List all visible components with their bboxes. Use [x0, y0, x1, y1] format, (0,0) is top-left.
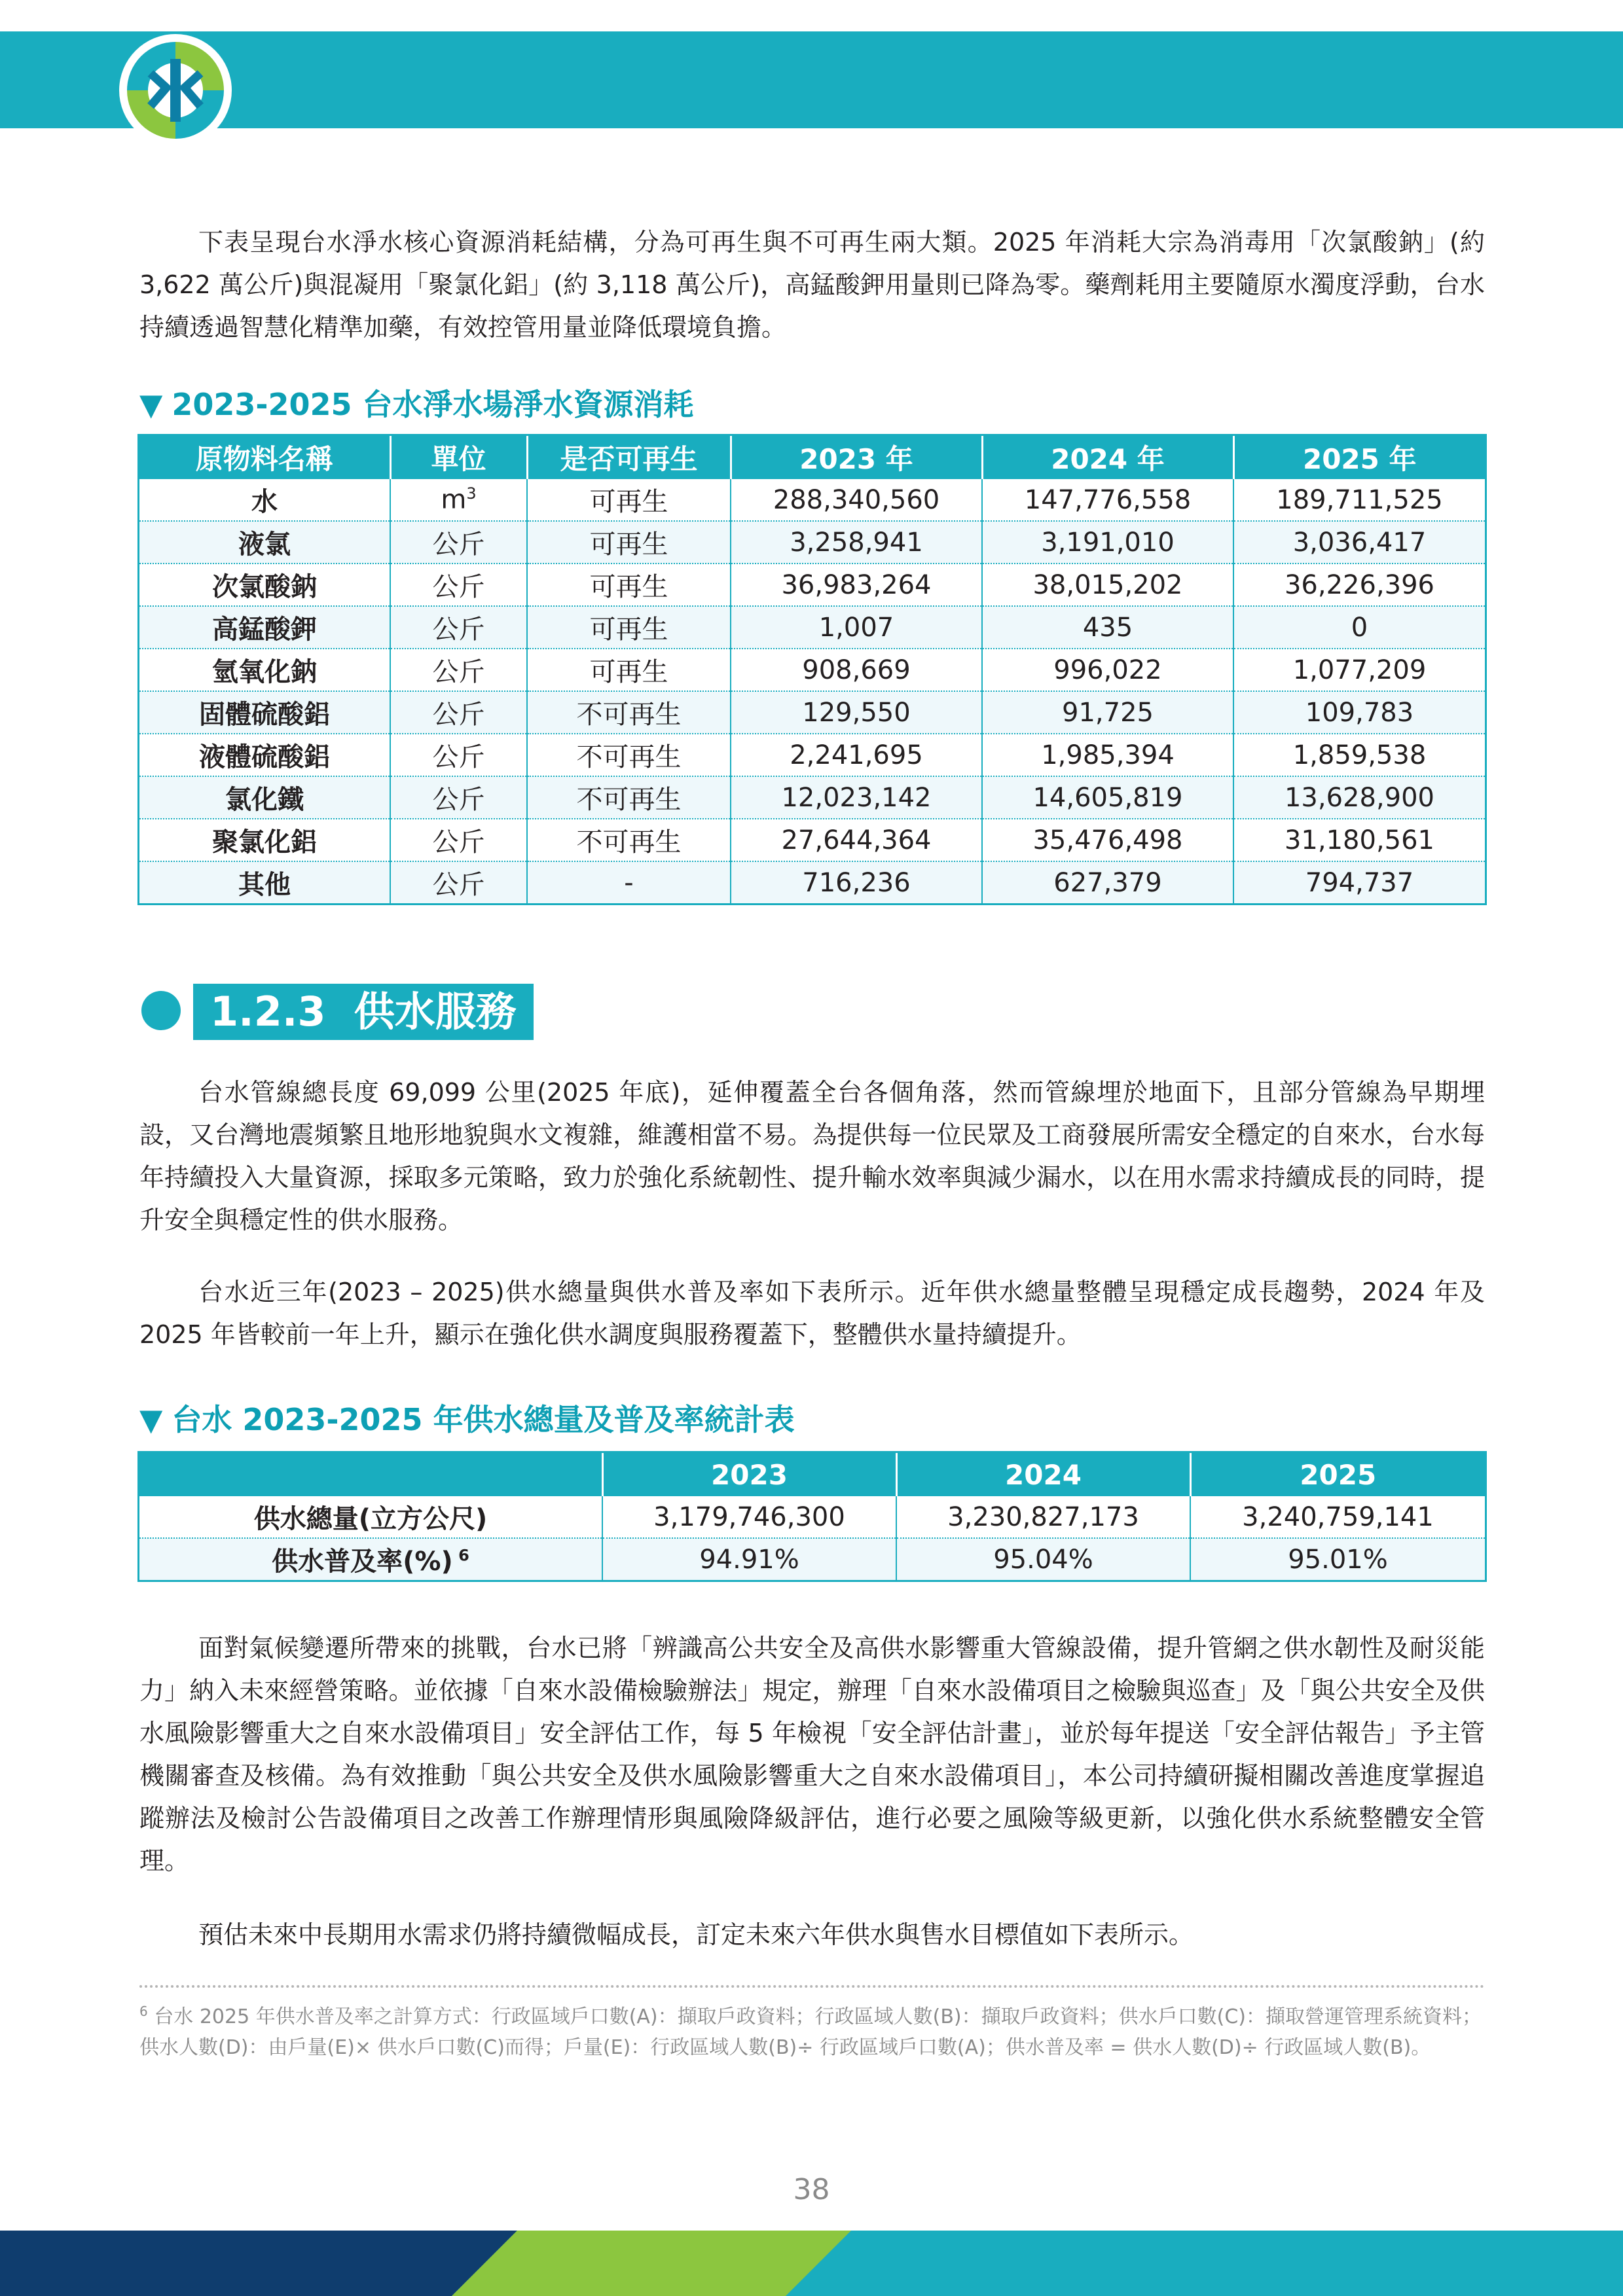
- value-cell-y2023: 3,258,941: [731, 521, 982, 564]
- section-paragraph-2: 台水近三年(2023 – 2025)供水總量與供水普及率如下表所示。近年供水總量整體呈現穩定成長趨勢，2024 年及 2025 年皆較前一年上升，顯示在強化供水調度與服務覆蓋下，整體供水量持續提升。: [139, 1278, 1485, 1349]
- table-row: [139, 1538, 1485, 1580]
- unit-text: 公斤: [432, 615, 485, 645]
- table2-header-cell: 2025: [1190, 1453, 1485, 1496]
- table1-header-cell: 是否可再生: [527, 436, 731, 479]
- table2-title: ▼ 台水 2023-2025 年供水總量及普及率統計表: [139, 1402, 795, 1437]
- value-cell-y2023: 3,179,746,300: [602, 1496, 896, 1538]
- value-cell-y2024: 95.04%: [896, 1538, 1190, 1580]
- table-row: [139, 861, 1485, 903]
- unit-text: 公斤: [432, 827, 485, 857]
- renewable-cell: 可再生: [527, 606, 731, 649]
- value-cell-y2025: 3,036,417: [1233, 521, 1485, 564]
- row-label-cell: [139, 1538, 602, 1580]
- table-row: [139, 564, 1485, 606]
- value-cell-y2024: 14,605,819: [982, 776, 1233, 819]
- table1-header-cell: 2025 年: [1233, 436, 1485, 479]
- material-name-cell: 液體硫酸鋁: [139, 734, 390, 776]
- section-paragraph-3: 面對氣候變遷所帶來的挑戰，台水已將「辨識高公共安全及高供水影響重大管線設備，提升管網之供水韌性及耐災能力」納入未來經營策略。並依據「自來水設備檢驗辦法」規定，辦理「自來水設備項目之檢驗與巡查」及「與公共安全及供水風險影響重大之自來水設備項目」安全評估工作，每 5 年檢視「安全評估計畫」，並於每年提送「安全評估報告」予主管機關審查及核備。為有效推動「與公共安全及供水風險影響重大之自來水設備項目」，本公司持續研擬相關改善進度掌握追蹤辦法及檢討公告設備項目之改善工作辦理情形與風險降級評估，進行必要之風險等級更新，以強化供水系統整體安全管理。: [139, 1634, 1485, 1875]
- unit-cell: [390, 776, 527, 819]
- renewable-cell: 可再生: [527, 479, 731, 521]
- section-paragraph-4: 預估未來中長期用水需求仍將持續微幅成長，訂定未來六年供水與售水目標值如下表所示。: [198, 1920, 1194, 1949]
- table-row: [139, 1496, 1485, 1538]
- value-cell-y2025: 1,859,538: [1233, 734, 1485, 776]
- footnote-marker: 6: [139, 2003, 148, 2019]
- value-cell-y2023: 716,236: [731, 861, 982, 903]
- material-name-cell: 聚氯化鋁: [139, 819, 390, 861]
- table-row: [139, 819, 1485, 861]
- table-row: [139, 691, 1485, 734]
- value-cell-y2025: 109,783: [1233, 691, 1485, 734]
- unit-cell: [390, 606, 527, 649]
- table-row: [139, 521, 1485, 564]
- table-row: [139, 776, 1485, 819]
- water-company-logo-icon: [118, 33, 233, 148]
- value-cell-y2024: 3,191,010: [982, 521, 1233, 564]
- unit-text: m: [441, 484, 467, 515]
- table2-header-cell: [139, 1453, 602, 1496]
- section-number: 1.2.3: [210, 988, 326, 1035]
- table-row: [139, 734, 1485, 776]
- renewable-cell: 可再生: [527, 564, 731, 606]
- table2-header-cell: 2024: [896, 1453, 1190, 1496]
- table1-header-cell: 原物料名稱: [139, 436, 390, 479]
- value-cell-y2025: 13,628,900: [1233, 776, 1485, 819]
- unit-text: 公斤: [432, 529, 485, 560]
- value-cell-y2025: 31,180,561: [1233, 819, 1485, 861]
- table-row: [139, 479, 1485, 521]
- footnote-divider: [139, 1985, 1485, 1988]
- table1-header-cell: 2024 年: [982, 436, 1233, 479]
- value-cell-y2023: 2,241,695: [731, 734, 982, 776]
- value-cell-y2024: 996,022: [982, 649, 1233, 691]
- header-band: [0, 31, 1623, 128]
- footnote: [139, 1996, 1485, 2063]
- value-cell-y2025: 3,240,759,141: [1190, 1496, 1485, 1538]
- footnote-text: 台水 2025 年供水普及率之計算方式：行政區域戶口數(A)：擷取戶政資料；行政區域人數(B)：擷取戶政資料；供水戶口數(C)：擷取營運管理系統資料；供水人數(D)：由戶量(E)× 供水戶口數(C)而得；戶量(E)：行政區域人數(B)÷ 行政區域戶口數(A)；供水普及率 = 供水人數(D)÷ 行政區域人數(B)。: [139, 2005, 1482, 2059]
- value-cell-y2023: 27,644,364: [731, 819, 982, 861]
- value-cell-y2024: 35,476,498: [982, 819, 1233, 861]
- value-cell-y2023: 288,340,560: [731, 479, 982, 521]
- renewable-cell: 不可再生: [527, 691, 731, 734]
- unit-text: 公斤: [432, 657, 485, 687]
- material-name-cell: 其他: [139, 861, 390, 903]
- unit-text: 公斤: [432, 785, 485, 815]
- unit-cell: [390, 521, 527, 564]
- footnote-ref: 6: [452, 1546, 469, 1565]
- value-cell-y2024: 627,379: [982, 861, 1233, 903]
- table2-header-cell: 2023: [602, 1453, 896, 1496]
- material-name-cell: 水: [139, 479, 390, 521]
- material-name-cell: 次氯酸鈉: [139, 564, 390, 606]
- material-name-cell: 高錳酸鉀: [139, 606, 390, 649]
- value-cell-y2025: 794,737: [1233, 861, 1485, 903]
- value-cell-y2025: 1,077,209: [1233, 649, 1485, 691]
- value-cell-y2024: 91,725: [982, 691, 1233, 734]
- value-cell-y2023: 36,983,264: [731, 564, 982, 606]
- unit-cell: [390, 734, 527, 776]
- water-supply-table: [139, 1453, 1485, 1580]
- value-cell-y2024: 1,985,394: [982, 734, 1233, 776]
- page-number: 38: [793, 2173, 830, 2206]
- section-heading: [193, 984, 534, 1040]
- unit-cell: [390, 861, 527, 903]
- value-cell-y2023: 94.91%: [602, 1538, 896, 1580]
- material-name-cell: 氯化鐵: [139, 776, 390, 819]
- intro-paragraph: 下表呈現台水淨水核心資源消耗結構，分為可再生與不可再生兩大類。2025 年消耗大宗為消毒用「次氯酸鈉」(約 3,622 萬公斤)與混凝用「聚氯化鋁」(約 3,118 萬公斤)，高錳酸鉀用量則已降為零。藥劑耗用主要隨原水濁度浮動，台水持續透過智慧化精準加藥，有效控管用量並降低環境負擔。: [139, 228, 1485, 342]
- resource-consumption-table: [139, 436, 1485, 903]
- renewable-cell: 可再生: [527, 521, 731, 564]
- footer-band: [0, 2231, 1623, 2296]
- unit-text: 公斤: [432, 700, 485, 730]
- value-cell-y2024: 3,230,827,173: [896, 1496, 1190, 1538]
- unit-text: 公斤: [432, 572, 485, 602]
- row-label-text: 供水總量(立方公尺): [253, 1504, 488, 1534]
- renewable-cell: -: [527, 861, 731, 903]
- value-cell-y2023: 129,550: [731, 691, 982, 734]
- value-cell-y2023: 908,669: [731, 649, 982, 691]
- value-cell-y2025: 0: [1233, 606, 1485, 649]
- unit-cell: [390, 691, 527, 734]
- material-name-cell: 液氯: [139, 521, 390, 564]
- table1-title: ▼ 2023-2025 台水淨水場淨水資源消耗: [139, 387, 694, 422]
- value-cell-y2025: 189,711,525: [1233, 479, 1485, 521]
- value-cell-y2024: 435: [982, 606, 1233, 649]
- material-name-cell: 固體硫酸鋁: [139, 691, 390, 734]
- material-name-cell: 氫氧化鈉: [139, 649, 390, 691]
- value-cell-y2023: 12,023,142: [731, 776, 982, 819]
- unit-cell: [390, 649, 527, 691]
- renewable-cell: 可再生: [527, 649, 731, 691]
- value-cell-y2025: 36,226,396: [1233, 564, 1485, 606]
- value-cell-y2024: 147,776,558: [982, 479, 1233, 521]
- unit-cell: [390, 564, 527, 606]
- section-bullet: [141, 991, 181, 1030]
- unit-superscript: 3: [466, 484, 477, 503]
- unit-cell: [390, 819, 527, 861]
- value-cell-y2024: 38,015,202: [982, 564, 1233, 606]
- triangle-down-icon: ▼: [139, 387, 163, 422]
- table1-header-cell: 2023 年: [731, 436, 982, 479]
- table-row: [139, 606, 1485, 649]
- triangle-down-icon: ▼: [139, 1402, 163, 1437]
- table-row: [139, 649, 1485, 691]
- renewable-cell: 不可再生: [527, 819, 731, 861]
- section-title: 供水服務: [354, 988, 517, 1035]
- unit-text: 公斤: [432, 870, 485, 900]
- section-paragraph-1: 台水管線總長度 69,099 公里(2025 年底)，延伸覆蓋全台各個角落，然而管線埋於地面下，且部分管線為早期埋設，又台灣地震頻繁且地形地貌與水文複雜，維護相當不易。為提供每一位民眾及工商發展所需安全穩定的自來水，台水每年持續投入大量資源，採取多元策略，致力於強化系統韌性、提升輸水效率與減少漏水，以在用水需求持續成長的同時，提升安全與穩定性的供水服務。: [139, 1078, 1485, 1234]
- unit-cell: [390, 479, 527, 521]
- row-label-text: 供水普及率(%): [272, 1547, 453, 1577]
- value-cell-y2023: 1,007: [731, 606, 982, 649]
- value-cell-y2025: 95.01%: [1190, 1538, 1485, 1580]
- table1-header-cell: 單位: [390, 436, 527, 479]
- renewable-cell: 不可再生: [527, 776, 731, 819]
- unit-text: 公斤: [432, 742, 485, 772]
- renewable-cell: 不可再生: [527, 734, 731, 776]
- row-label-cell: [139, 1496, 602, 1538]
